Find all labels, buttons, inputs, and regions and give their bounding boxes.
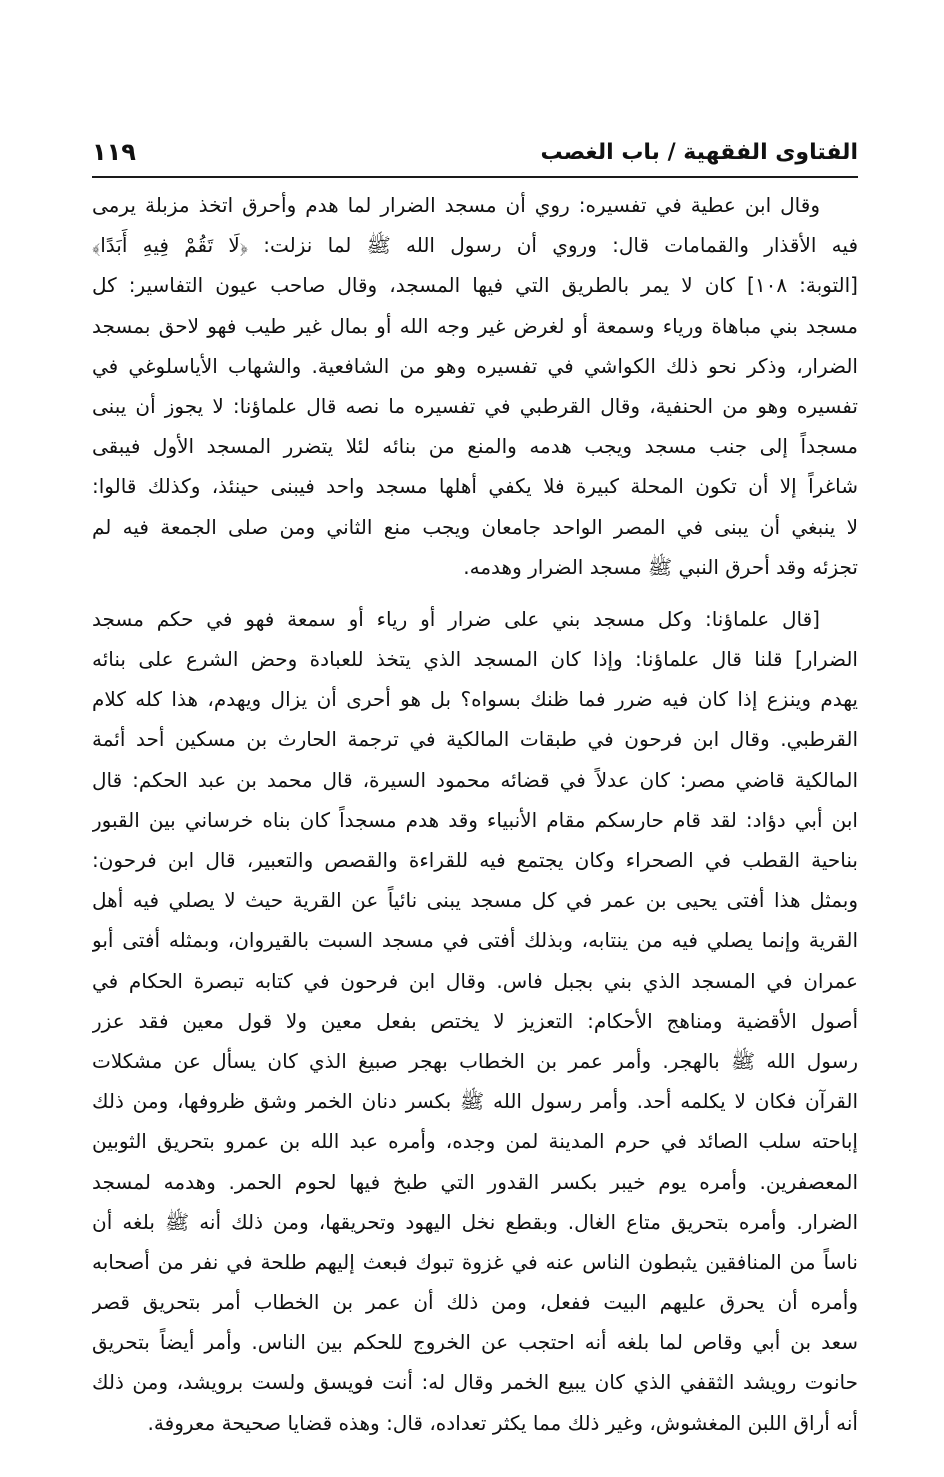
text-line: شاغراً إلا أن تكون المحلة كبيرة فلا يكفي أهلها مسجد واحد فيبنى حينئذ، وكذلك قالوا:	[92, 474, 858, 499]
text-line: ناساً من المنافقين يثبطون الناس عنه في غزوة تبوك فبعث إليهم طلحة في نفر من أصحابه	[92, 1249, 858, 1274]
text-line: إباحته سلب الصائد في حرم المدينة لمن وجده، وأمره عبد الله بن عمرو بتحريق الثوبين	[92, 1129, 858, 1154]
text-line: حانوت رويشد الثقفي الذي كان يبيع الخمر وقال له: أنت فويسق ولست برويشد، ومن ذلك	[92, 1370, 858, 1395]
text-line: القرآن فكان لا يكلمه أحد. وأمر رسول الله ﷺ بكسر دنان الخمر وشق ظروفها، ومن ذلك	[92, 1089, 858, 1114]
paragraph-1	[92, 185, 858, 587]
text-line: أنه أراق اللبن المغشوش، وغير ذلك مما يكثر تعداده، قال: وهذه قضايا صحيحة معروفة.	[147, 1410, 858, 1435]
paragraph-gap	[92, 587, 858, 599]
text-line: سعد بن أبي وقاص لما بلغه أنه احتجب عن الخروج للحكم بين الناس. وأمر أيضاً بتحريق	[92, 1330, 858, 1355]
header-rule	[92, 176, 858, 178]
text-line: فيه الأقذار والقمامات قال: وروي أن رسول الله ﷺ لما نزلت: ﴿لَا تَقُمْ فِيهِ أَبَدًا﴾	[92, 233, 858, 258]
text-line: وقال ابن عطية في تفسيره: روي أن مسجد الضرار لما هدم وأحرق اتخذ مزبلة يرمى	[92, 193, 820, 217]
text-line: يهدم وينزع إذا كان فيه ضرر فما ظنك بسواه؟ بل هو أحرى أن يزال ويهدم، هذا كله كلام	[92, 687, 858, 712]
paragraph-2	[92, 599, 858, 1443]
text-line: مسجداً إلى جنب مسجد ويجب هدمه والمنع من بنائه لئلا يتضرر المسجد الأول فيبقى	[92, 434, 858, 459]
running-header	[92, 132, 858, 176]
text-line: القرطبي. وقال ابن فرحون في طبقات المالكية في ترجمة الحارث بن مسكين أحد أئمة	[92, 727, 858, 752]
text-line: الضرار، وذكر نحو ذلك الكواشي في تفسيره وهو من الشافعية. والشهاب الأياسلوغي في	[92, 353, 858, 378]
text-line: [التوبة: ١٠٨] كان لا يمر بالطريق التي فيها المسجد، وقال صاحب عيون التفاسير: كل	[92, 273, 858, 298]
text-line: القرية وإنما يصلي فيه من ينتابه، وبذلك أفتى في مسجد السبت بالقيروان، وبمثله أفتى أبو	[92, 928, 858, 953]
text-line: رسول الله ﷺ بالهجر. وأمر عمر بن الخطاب بهجر صبيغ الذي كان يسأل عن مشكلات	[92, 1048, 858, 1073]
header-title: الفتاوى الفقهية / باب الغصب	[540, 140, 858, 165]
page-number: ١١٩	[92, 138, 136, 166]
body-text	[92, 185, 858, 1443]
text-line: وبمثل هذا أفتى يحيى بن عمر في كل مسجد يبنى نائياً عن القرية حيث لا يصلي فيه أهل	[92, 888, 858, 913]
text-line: تفسيره وهو من الحنفية، وقال القرطبي في تفسيره ما نصه قال علماؤنا: لا يجوز أن يبنى	[92, 393, 858, 418]
text-line: تجزئه وقد أحرق النبي ﷺ مسجد الضرار وهدمه.	[463, 554, 858, 579]
text-line: مسجد بني مباهاة ورياء وسمعة أو لغرض غير وجه الله أو بمال غير طيب فهو لاحق بمسجد	[92, 313, 858, 338]
text-line: ابن أبي دؤاد: لقد قام حارسكم مقام الأنبياء وقد هدم مسجداً كان بناه خرساني بين القبور	[92, 807, 858, 832]
text-line: الضرار] قلنا قال علماؤنا: وإذا كان المسجد الذي يتخذ للعبادة وحض الشرع على بنائه	[92, 647, 858, 672]
text-line: عمران في المسجد الذي بني بجبل فاس. وقال ابن فرحون في كتابه تبصرة الحكام في	[92, 968, 858, 993]
text-line: لا ينبغي أن يبنى في المصر الواحد جامعان ويجب منع الثاني ومن صلى الجمعة فيه لم	[92, 514, 858, 539]
text-line: الضرار. وأمره بتحريق متاع الغال. وبقطع نخل اليهود وتحريقها، ومن ذلك أنه ﷺ بلغه أن	[92, 1209, 858, 1234]
text-line: بناحية القطب في الصحراء وكان يجتمع فيه للقراءة والقصص والتعبير، قال ابن فرحون:	[92, 848, 858, 872]
text-line: المعصفرين. وأمره يوم خيبر بكسر القدور التي طبخ فيها لحوم الحمر. وهدمه لمسجد	[92, 1169, 858, 1194]
text-line: المالكية قاضي مصر: كان عدلاً في قضائه محمود السيرة، قال محمد بن عبد الحكم: قال	[92, 767, 858, 792]
text-line: وأمره أن يحرق عليهم البيت ففعل، ومن ذلك أن عمر بن الخطاب أمر بتحريق قصر	[92, 1290, 858, 1315]
text-line: أصول الأقضية ومناهج الأحكام: التعزيز لا يختص بفعل معين ولا قول معين فقد عزر	[92, 1008, 858, 1033]
text-line: [قال علماؤنا: وكل مسجد بني على ضرار أو رياء أو سمعة فهو في حكم مسجد	[92, 606, 820, 631]
